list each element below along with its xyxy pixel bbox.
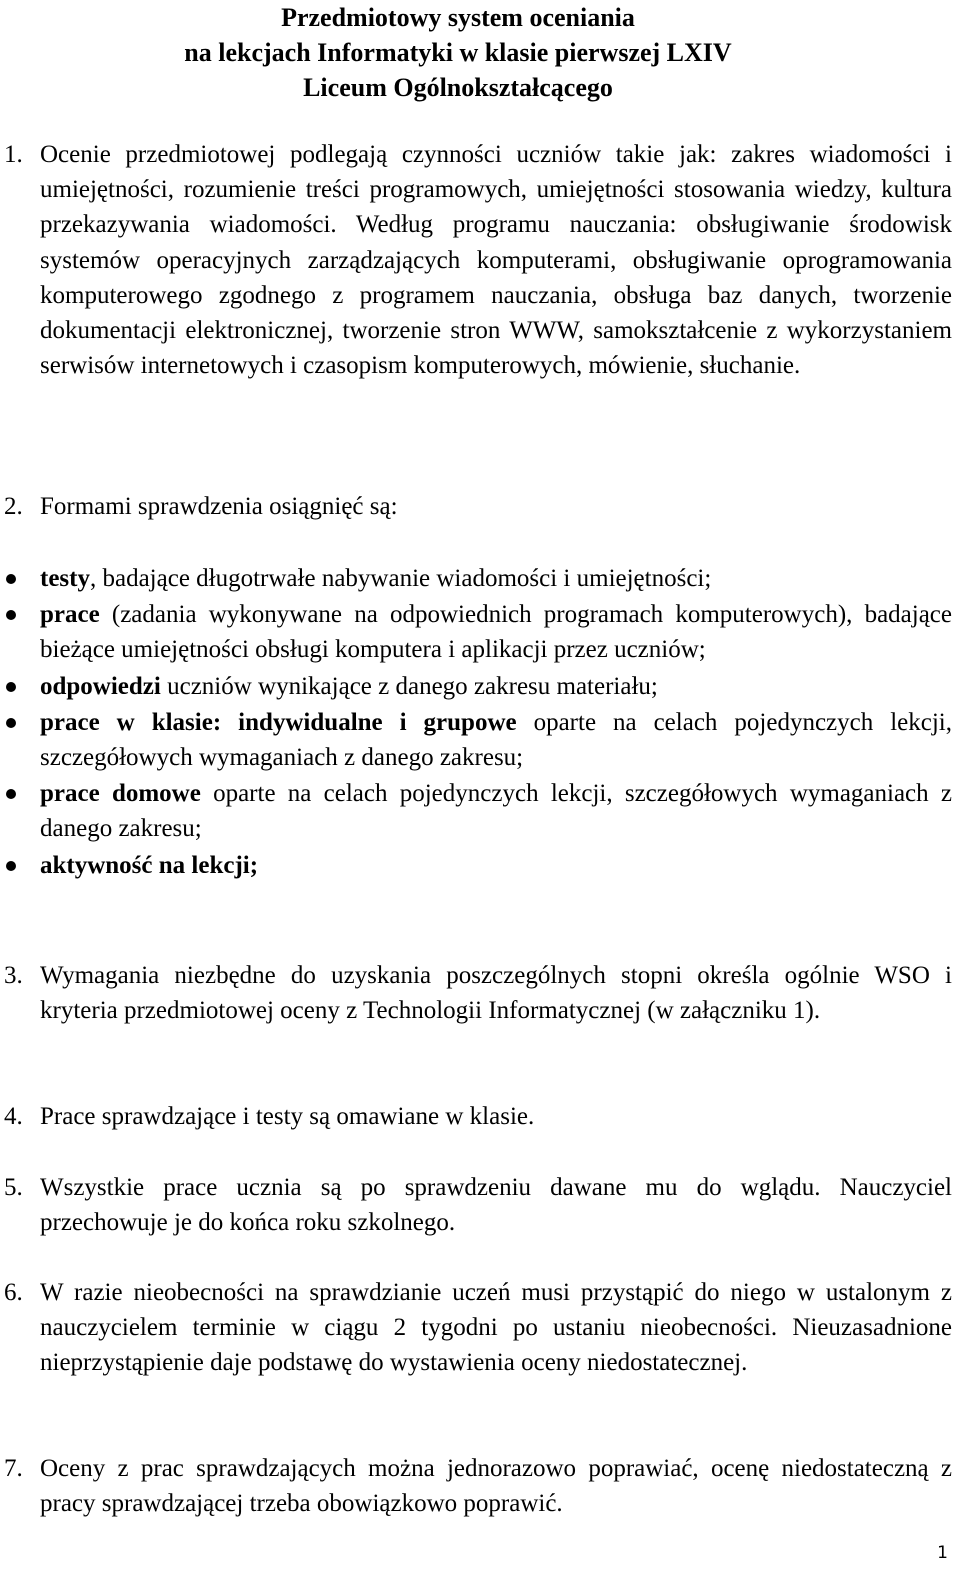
section-text: Wszystkie prace ucznia są po sprawdzeniu dawane mu do wglądu. Nauczyciel przechowuje je do końca roku szkolnego. [40,1174,952,1237]
section-number: 2. [4,493,23,520]
section-3 [0,958,952,1028]
section-number: 3. [4,962,23,989]
title-line-1: Przedmiotowy system oceniania [281,3,635,32]
list-item [0,776,952,846]
title-line-3: Liceum Ogólnokształcącego [303,73,613,102]
list-item-bold: prace [40,601,100,629]
bullet-icon [6,574,16,584]
section-number: 5. [4,1174,23,1201]
list-item-bold: testy [40,565,90,592]
section-7 [0,1451,952,1521]
list-item [0,561,952,596]
section-5 [0,1170,952,1240]
section-text: Formami sprawdzenia osiągnięć są: [40,493,398,520]
section-number: 7. [4,1455,23,1482]
section-number: 4. [4,1103,23,1130]
bullet-icon [6,789,16,799]
bullet-icon [6,861,16,871]
list-item-bold: odpowiedzi [40,672,161,700]
bullet-icon [6,682,16,692]
section-number: 1. [4,141,23,168]
list-item-bold: prace w klasie: indywidualne i grupowe [40,708,517,736]
section-2 [0,489,952,524]
list-item-text: uczniów wynikające z danego zakresu materiału; [160,672,658,700]
section-text: Oceny z prac sprawdzających można jednorazowo poprawiać, ocenę niedostateczną z pracy sprawdzającej trzeba obowiązkowo poprawić. [40,1455,952,1518]
list-item-text: oparte na celach pojedynczych lekcji, szczegółowych wymaganiach z danego zakresu; [40,708,952,772]
list-item-text: , badające długotrwałe nabywanie wiadomości i umiejętności; [89,565,712,592]
section-number: 6. [4,1279,23,1306]
page-number: 1 [937,1543,948,1563]
list-item [0,597,952,667]
section-6 [0,1275,952,1381]
assessment-forms-list [0,561,952,884]
section-4 [0,1099,952,1134]
list-item-bold: prace domowe [40,780,201,808]
list-item [0,669,952,704]
section-text: Wymagania niezbędne do uzyskania poszczególnych stopni określa ogólnie WSO i kryteria przedmiotowej oceny z Technologii Informatycznej (w załączniku 1). [40,962,952,1025]
section-1 [0,137,952,383]
section-text: Prace sprawdzające i testy są omawiane w klasie. [40,1103,535,1130]
section-text: Ocenie przedmiotowej podlegają czynności uczniów takie jak: zakres wiadomości i umiejętności, rozumienie treści programowych, umiejętności stosowania wiedzy, kultura przekazywania wiadomości. Według programu nauczania: obsługiwanie środowisk systemów operacyjnych zarządzających komputerami, obsługiwanie oprogramowania komputerowego zgodnego z programem nauczania, obsługa baz danych, tworzenie dokumentacji elektronicznej, tworzenie stron WWW, samokształcenie z wykorzystaniem serwisów internetowych i czasopism komputerowych, mówienie, słuchanie. [40,141,952,380]
list-item-text: (zadania wykonywane na odpowiednich programach komputerowych), badające bieżące umiejętności obsługi komputera i aplikacji przez uczniów; [40,601,952,664]
list-item-bold: aktywność na lekcji; [40,851,259,879]
list-item [0,848,952,883]
title-line-2: na lekcjach Informatyki w klasie pierwszej LXIV [184,38,732,67]
bullet-icon [6,610,16,620]
list-item [0,705,952,775]
section-text: W razie nieobecności na sprawdzianie uczeń musi przystąpić do niego w ustalonym z nauczycielem terminie w ciągu 2 tygodni po ustaniu nieobecności. Nieuzasadnione nieprzystąpienie daje podstawę do wystawienia oceny niedostatecznej. [40,1279,952,1377]
list-item-text: oparte na celach pojedynczych lekcji, szczegółowych wymaganiach z danego zakresu; [40,780,952,843]
document-title [0,0,916,105]
bullet-icon [6,718,16,728]
